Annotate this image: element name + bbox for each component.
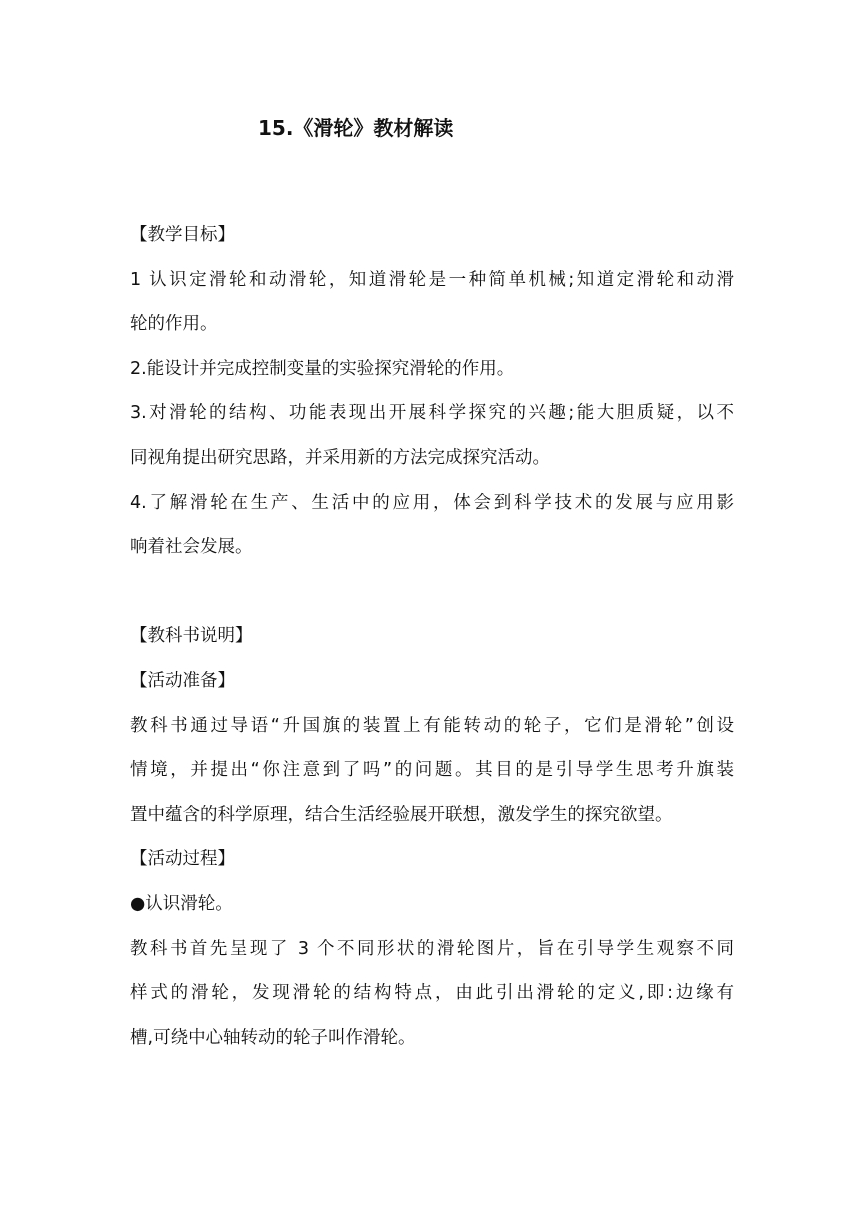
objectives-line-7: 响着社会发展。 — [130, 537, 253, 558]
prep-line-3: 置中蕴含的科学原理，结合生活经验展开联想，激发学生的探究欲望。 — [130, 804, 673, 825]
process-line-3: 槽,可绕中心轴转动的轮子叫作滑轮。 — [130, 1027, 416, 1048]
objectives-line-5: 同视角提出研究思路，并采用新的方法完成探究活动。 — [130, 447, 550, 468]
process-heading: 【活动过程】 — [130, 849, 235, 870]
objectives-heading: 【教学目标】 — [130, 225, 235, 245]
objectives-line-4: 3.对滑轮的结构、功能表现出开展科学探究的兴趣;能大胆质疑，以不 — [130, 403, 734, 424]
objectives-line-2: 轮的作用。 — [130, 314, 218, 335]
prep-heading: 【活动准备】 — [130, 670, 235, 691]
document-body — [130, 213, 734, 1060]
page-title: 15.《滑轮》教材解读 — [258, 116, 454, 140]
process-line-1: 教科书首先呈现了 3 个不同形状的滑轮图片，旨在引导学生观察不同 — [130, 938, 734, 959]
prep-line-1: 教科书通过导语“升国旗的装置上有能转动的轮子，它们是滑轮”创设 — [130, 715, 734, 736]
paragraph-gap — [130, 570, 734, 615]
textbook-heading: 【教科书说明】 — [130, 626, 253, 647]
objectives-line-1: 1 认识定滑轮和动滑轮，知道滑轮是一种简单机械;知道定滑轮和动滑 — [130, 269, 734, 290]
objectives-line-6: 4.了解滑轮在生产、生活中的应用，体会到科学技术的发展与应用影 — [130, 492, 734, 513]
process-line-2: 样式的滑轮，发现滑轮的结构特点，由此引出滑轮的定义,即:边缘有 — [130, 983, 734, 1004]
objectives-line-3: 2.能设计并完成控制变量的实验探究滑轮的作用。 — [130, 358, 515, 379]
bullet-item: ●认识滑轮。 — [130, 893, 233, 914]
prep-line-2: 情境，并提出“你注意到了吗”的问题。其目的是引导学生思考升旗装 — [130, 760, 734, 781]
